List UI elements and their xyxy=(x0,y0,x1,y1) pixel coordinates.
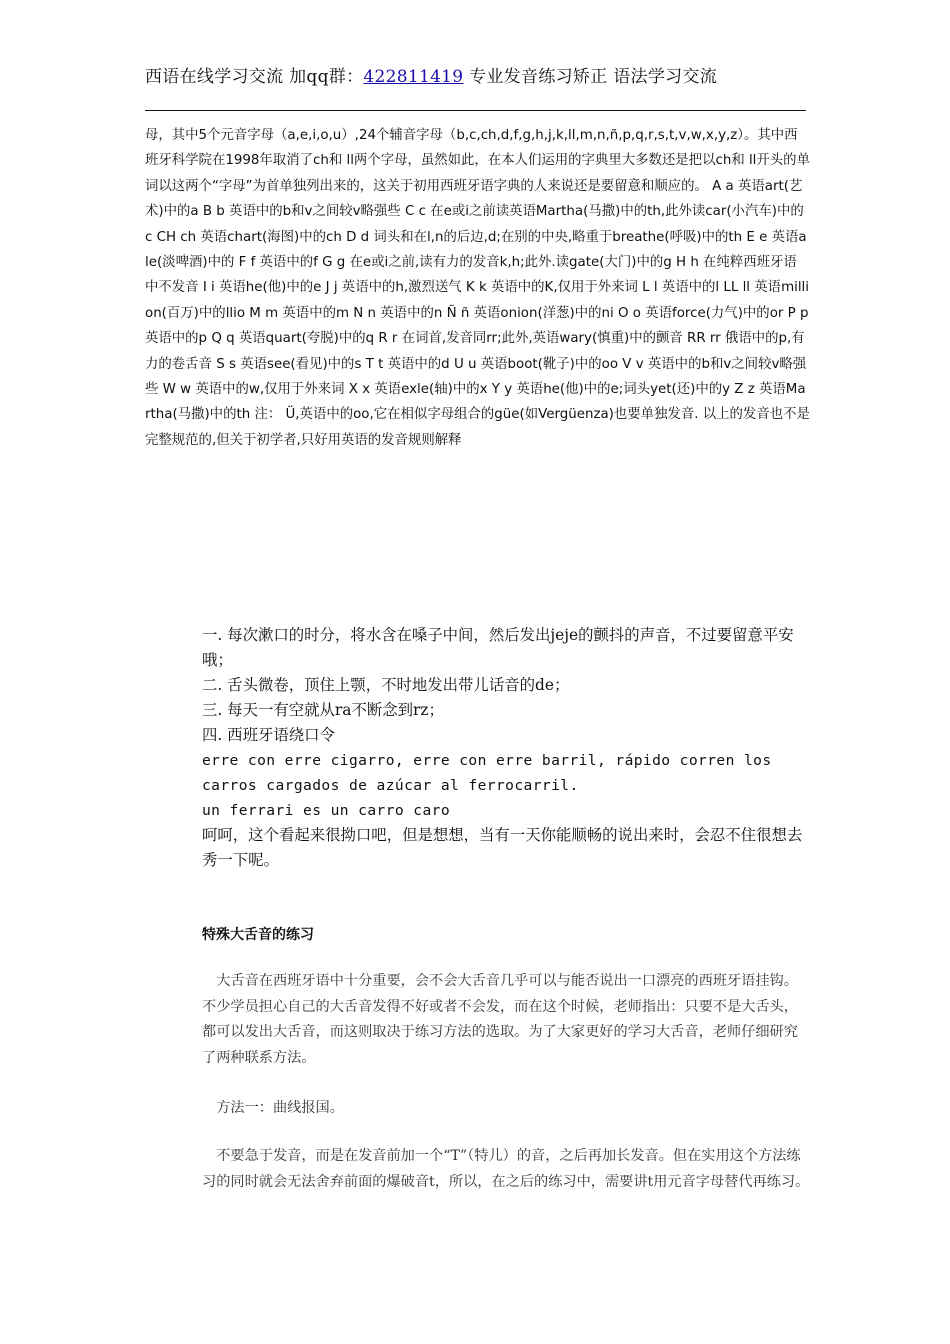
section-paragraph-3-text: 不要急于发音，而是在发音前加一个“T”（特儿）的音，之后再加长发音。但在实用这个方法练习的同时就会无法舍弃前面的爆破音t，所以，在之后的练习中，需要讲t用元音字母替代再练习。 xyxy=(202,1148,810,1190)
header-text-after: 专业发音练习矫正 语法学习交流 xyxy=(463,67,718,87)
section-paragraph-1 xyxy=(202,969,812,1071)
section-paragraph-3 xyxy=(202,1144,812,1195)
tongue-twister-1: erre con erre cigarro, erre con erre barril, rápido corren los carros cargados de azúcar al ferrocarril. xyxy=(202,752,772,794)
qq-group-link[interactable]: 422811419 xyxy=(363,67,464,87)
practice-item-1: 一. 每次漱口的时分，将水含在嗓子中间，然后发出jeje的颤抖的声音，不过要留意平安哦； xyxy=(202,626,794,669)
header-text-before: 西语在线学习交流 加qq群： xyxy=(145,67,364,87)
tongue-twister-2: un ferrari es un carro caro xyxy=(202,802,451,819)
alphabet-pronunciation-paragraph: 母，其中5个元音字母（a,e,i,o,u）,24个辅音字母（b,c,ch,d,f,g,h,j,k,ll,m,n,ñ,p,q,r,s,t,v,w,x,y,z）。其中西班牙科学院在1998年取消了ch和 ll两个字母，虽然如此，在本人们运用的字典里大多数还是把以ch和 ll开头的单词以这两个“字母”为首单独列出来的，这关于初用西班牙语字典的人来说还是要留意和顺应的。 A a 英语art(艺术)中的a B b 英语中的b和v之间较v略强些 C c 在e或i之前读英语Martha(马撒)中的th,此外读car(小汽车)中的c CH ch 英语chart(海图)中的ch D d 词头和在l,n的后边,d;在别的中央,略重于breathe(呼吸)中的th E e 英语ale(淡啤酒)中的 F f 英语中的f G g 在e或i之前,读有力的发音k,h;此外.读gate(大门)中的g H h 在纯粹西班牙语中不发音 I i 英语he(他)中的e J j 英语中的h,激烈送气 K k 英语中的K,仅用于外来词 L l 英语中的l LL ll 英语million(百万)中的llio M m 英语中的m N n 英语中的n Ñ ñ 英语onion(洋葱)中的ni O o 英语force(力气)中的or P p 英语中的p Q q 英语quart(夸脱)中的q R r 在词首,发音同rr;此外,英语wary(慎重)中的颤音 RR rr 俄语中的p,有力的卷舌音 S s 英语see(看见)中的s T t 英语中的d U u 英语boot(靴子)中的oo V v 英语中的b和v之间较v略强些 W w 英语中的w,仅用于外来词 X x 英语exle(轴)中的x Y y 英语he(他)中的e;词头yet(还)中的y Z z 英语Martha(马撒)中的th 注： Ü,英语中的oo,它在相似字母组合的güe(如Vergüenza)也要单独发音. 以上的发音也不是完整规范的,但关于初学者,只好用英语的发音规则解释 xyxy=(145,128,810,448)
practice-item-3: 三. 每天一有空就从ra不断念到rz； xyxy=(202,701,444,719)
practice-item-2: 二. 舌头微卷，顶住上颚，不时地发出带儿话音的de； xyxy=(202,676,570,694)
section-paragraph-1-text: 大舌音在西班牙语中十分重要，会不会大舌音几乎可以与能否说出一口漂亮的西班牙语挂钩。不少学员担心自己的大舌音发得不好或者不会发，而在这个时候，老师指出：只要不是大舌头，都可以发出大舌音，而这则取决于练习方法的选取。为了大家更好的学习大舌音，老师仔细研究了两种联系方法。 xyxy=(202,973,798,1066)
page-header xyxy=(145,62,805,87)
section-paragraph-2 xyxy=(202,1096,812,1122)
section-paragraph-2-text: 方法一：曲线报国。 xyxy=(216,1100,344,1116)
practice-item-4: 四. 西班牙语绕口令 xyxy=(202,726,335,744)
section-title: 特殊大舌音的练习 xyxy=(202,927,314,943)
practice-comment: 呵呵，这个看起来很拗口吧，但是想想，当有一天你能顺畅的说出来时，会忍不住很想去秀一下呢。 xyxy=(202,826,803,869)
practice-list xyxy=(202,623,812,873)
header-divider xyxy=(145,110,806,111)
